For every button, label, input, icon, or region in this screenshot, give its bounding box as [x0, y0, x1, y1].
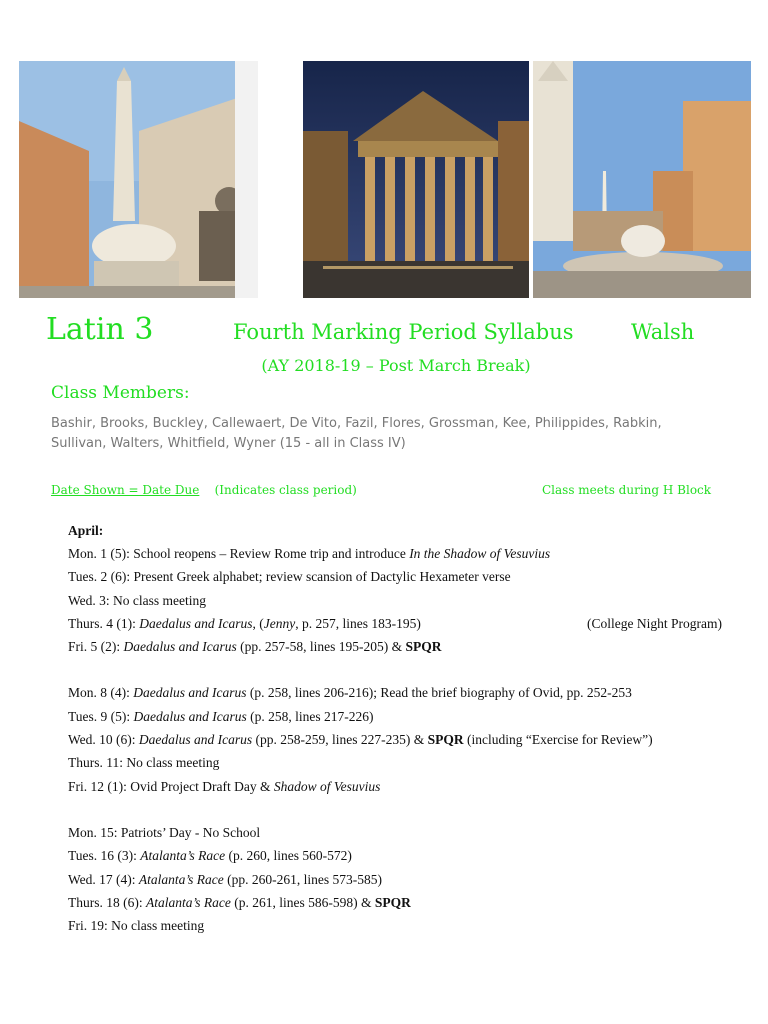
- schedule: [68, 519, 738, 937]
- class-members-list: Bashir, Brooks, Buckley, Callewaert, De Vito, Fazil, Flores, Grossman, Kee, Philippides, Rabkin, Sullivan, Walters, Whitfield, Wyner (15 - all in Class IV): [51, 416, 662, 451]
- college-night-note: (College Night Program): [587, 615, 722, 631]
- schedule-entry: Thurs. 18 (6): Atalanta’s Race (p. 261, lines 586-598) & SPQR: [68, 894, 411, 910]
- schedule-entry: Mon. 15: Patriots’ Day - No School: [68, 824, 261, 840]
- schedule-entry: Tues. 2 (6): Present Greek alphabet; review scansion of Dactylic Hexameter verse: [68, 569, 511, 585]
- course-title: Latin 3: [46, 312, 154, 347]
- syllabus-title: Fourth Marking Period Syllabus: [233, 320, 574, 344]
- schedule-entry: Wed. 3: No class meeting: [68, 592, 207, 608]
- schedule-entry: Wed. 10 (6): Daedalus and Icarus (pp. 258-259, lines 227-235) & SPQR (including “Exercise for Review”): [68, 732, 653, 748]
- schedule-entry: Tues. 9 (5): Daedalus and Icarus (p. 258, lines 217-226): [68, 708, 374, 724]
- photo-piazza-navona: [533, 61, 751, 298]
- schedule-entry: Mon. 8 (4): Daedalus and Icarus (p. 258, lines 206-216); Read the brief biography of Ovid, pp. 252-253: [68, 685, 632, 701]
- photo-pantheon: [303, 61, 529, 298]
- block-note: Class meets during H Block: [542, 483, 712, 497]
- schedule-entry: Fri. 19: No class meeting: [68, 918, 205, 934]
- legend-left: [51, 483, 357, 497]
- title-row: [0, 312, 768, 352]
- schedule-entry: Mon. 1 (5): School reopens – Review Rome trip and introduce In the Shadow of Vesuvius: [68, 546, 551, 561]
- date-shown-note: Date Shown = Date Due: [51, 483, 200, 497]
- period-note: (Indicates class period): [214, 483, 357, 497]
- schedule-entry: Tues. 16 (3): Atalanta’s Race (p. 260, lines 560-572): [68, 848, 352, 864]
- photo-elephant-obelisk: [19, 61, 258, 298]
- teacher-name: Walsh: [631, 320, 695, 344]
- class-members-heading: Class Members:: [51, 383, 190, 403]
- month-heading: April:: [68, 523, 104, 538]
- schedule-entry: Thurs. 4 (1): Daedalus and Icarus, (Jenny, p. 257, lines 183-195) (College Night Program): [68, 612, 738, 635]
- schedule-entry: Fri. 5 (2): Daedalus and Icarus (pp. 257-58, lines 195-205) & SPQR: [68, 639, 442, 655]
- schedule-entry: Thurs. 11: No class meeting: [68, 755, 220, 771]
- schedule-entry: Wed. 17 (4): Atalanta’s Race (pp. 260-261, lines 573-585): [68, 871, 383, 887]
- schedule-entry: Fri. 12 (1): Ovid Project Draft Day & Shadow of Vesuvius: [68, 778, 381, 794]
- academic-year-subtitle: (AY 2018-19 – Post March Break): [261, 356, 531, 375]
